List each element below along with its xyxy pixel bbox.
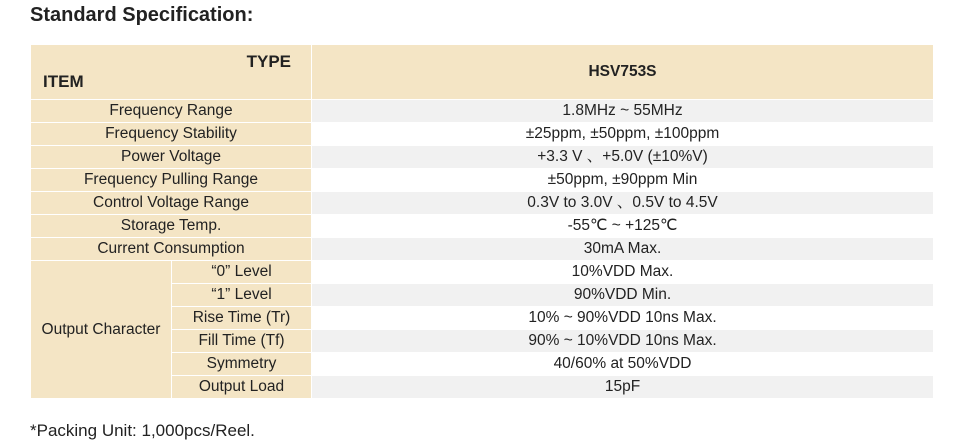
table-row: [31, 261, 934, 284]
header-type-label: TYPE: [246, 52, 291, 71]
row-value: 90%VDD Min.: [312, 284, 934, 307]
row-label: Output Load: [172, 376, 312, 399]
table-row: [31, 100, 934, 123]
row-label: Rise Time (Tr): [172, 307, 312, 330]
header-item-label: ITEM: [43, 72, 84, 91]
row-label: Current Consumption: [31, 238, 312, 261]
row-value: 90% ~ 10%VDD 10ns Max.: [312, 330, 934, 353]
row-value: 15pF: [312, 376, 934, 399]
row-label: “1” Level: [172, 284, 312, 307]
row-value: -55℃ ~ +125℃: [312, 215, 934, 238]
header-item-type-cell: [31, 45, 312, 100]
table-row: [31, 238, 934, 261]
row-label: Power Voltage: [31, 146, 312, 169]
table-row: [31, 215, 934, 238]
table-row: [31, 192, 934, 215]
row-label: Symmetry: [172, 353, 312, 376]
row-label: Frequency Pulling Range: [31, 169, 312, 192]
row-value: 10%VDD Max.: [312, 261, 934, 284]
row-value: 30mA Max.: [312, 238, 934, 261]
table-row: [31, 169, 934, 192]
output-group-label: Output Character: [31, 261, 172, 399]
table-row: [31, 123, 934, 146]
spec-table: [30, 44, 934, 399]
row-label: Fill Time (Tf): [172, 330, 312, 353]
row-label: Storage Temp.: [31, 215, 312, 238]
row-value: 10% ~ 90%VDD 10ns Max.: [312, 307, 934, 330]
page-title: Standard Specification:: [30, 4, 254, 26]
packing-note: *Packing Unit: 1,000pcs/Reel.: [30, 421, 255, 440]
header-model: HSV753S: [312, 45, 934, 100]
row-value: 0.3V to 3.0V 、0.5V to 4.5V: [312, 192, 934, 215]
row-label: “0” Level: [172, 261, 312, 284]
row-label: Frequency Range: [31, 100, 312, 123]
row-value: ±25ppm, ±50ppm, ±100ppm: [312, 123, 934, 146]
row-label: Control Voltage Range: [31, 192, 312, 215]
row-value: 40/60% at 50%VDD: [312, 353, 934, 376]
row-value: ±50ppm, ±90ppm Min: [312, 169, 934, 192]
table-row: [31, 146, 934, 169]
table-header-row: [31, 45, 934, 100]
row-label: Frequency Stability: [31, 123, 312, 146]
row-value: +3.3 V 、+5.0V (±10%V): [312, 146, 934, 169]
row-value: 1.8MHz ~ 55MHz: [312, 100, 934, 123]
